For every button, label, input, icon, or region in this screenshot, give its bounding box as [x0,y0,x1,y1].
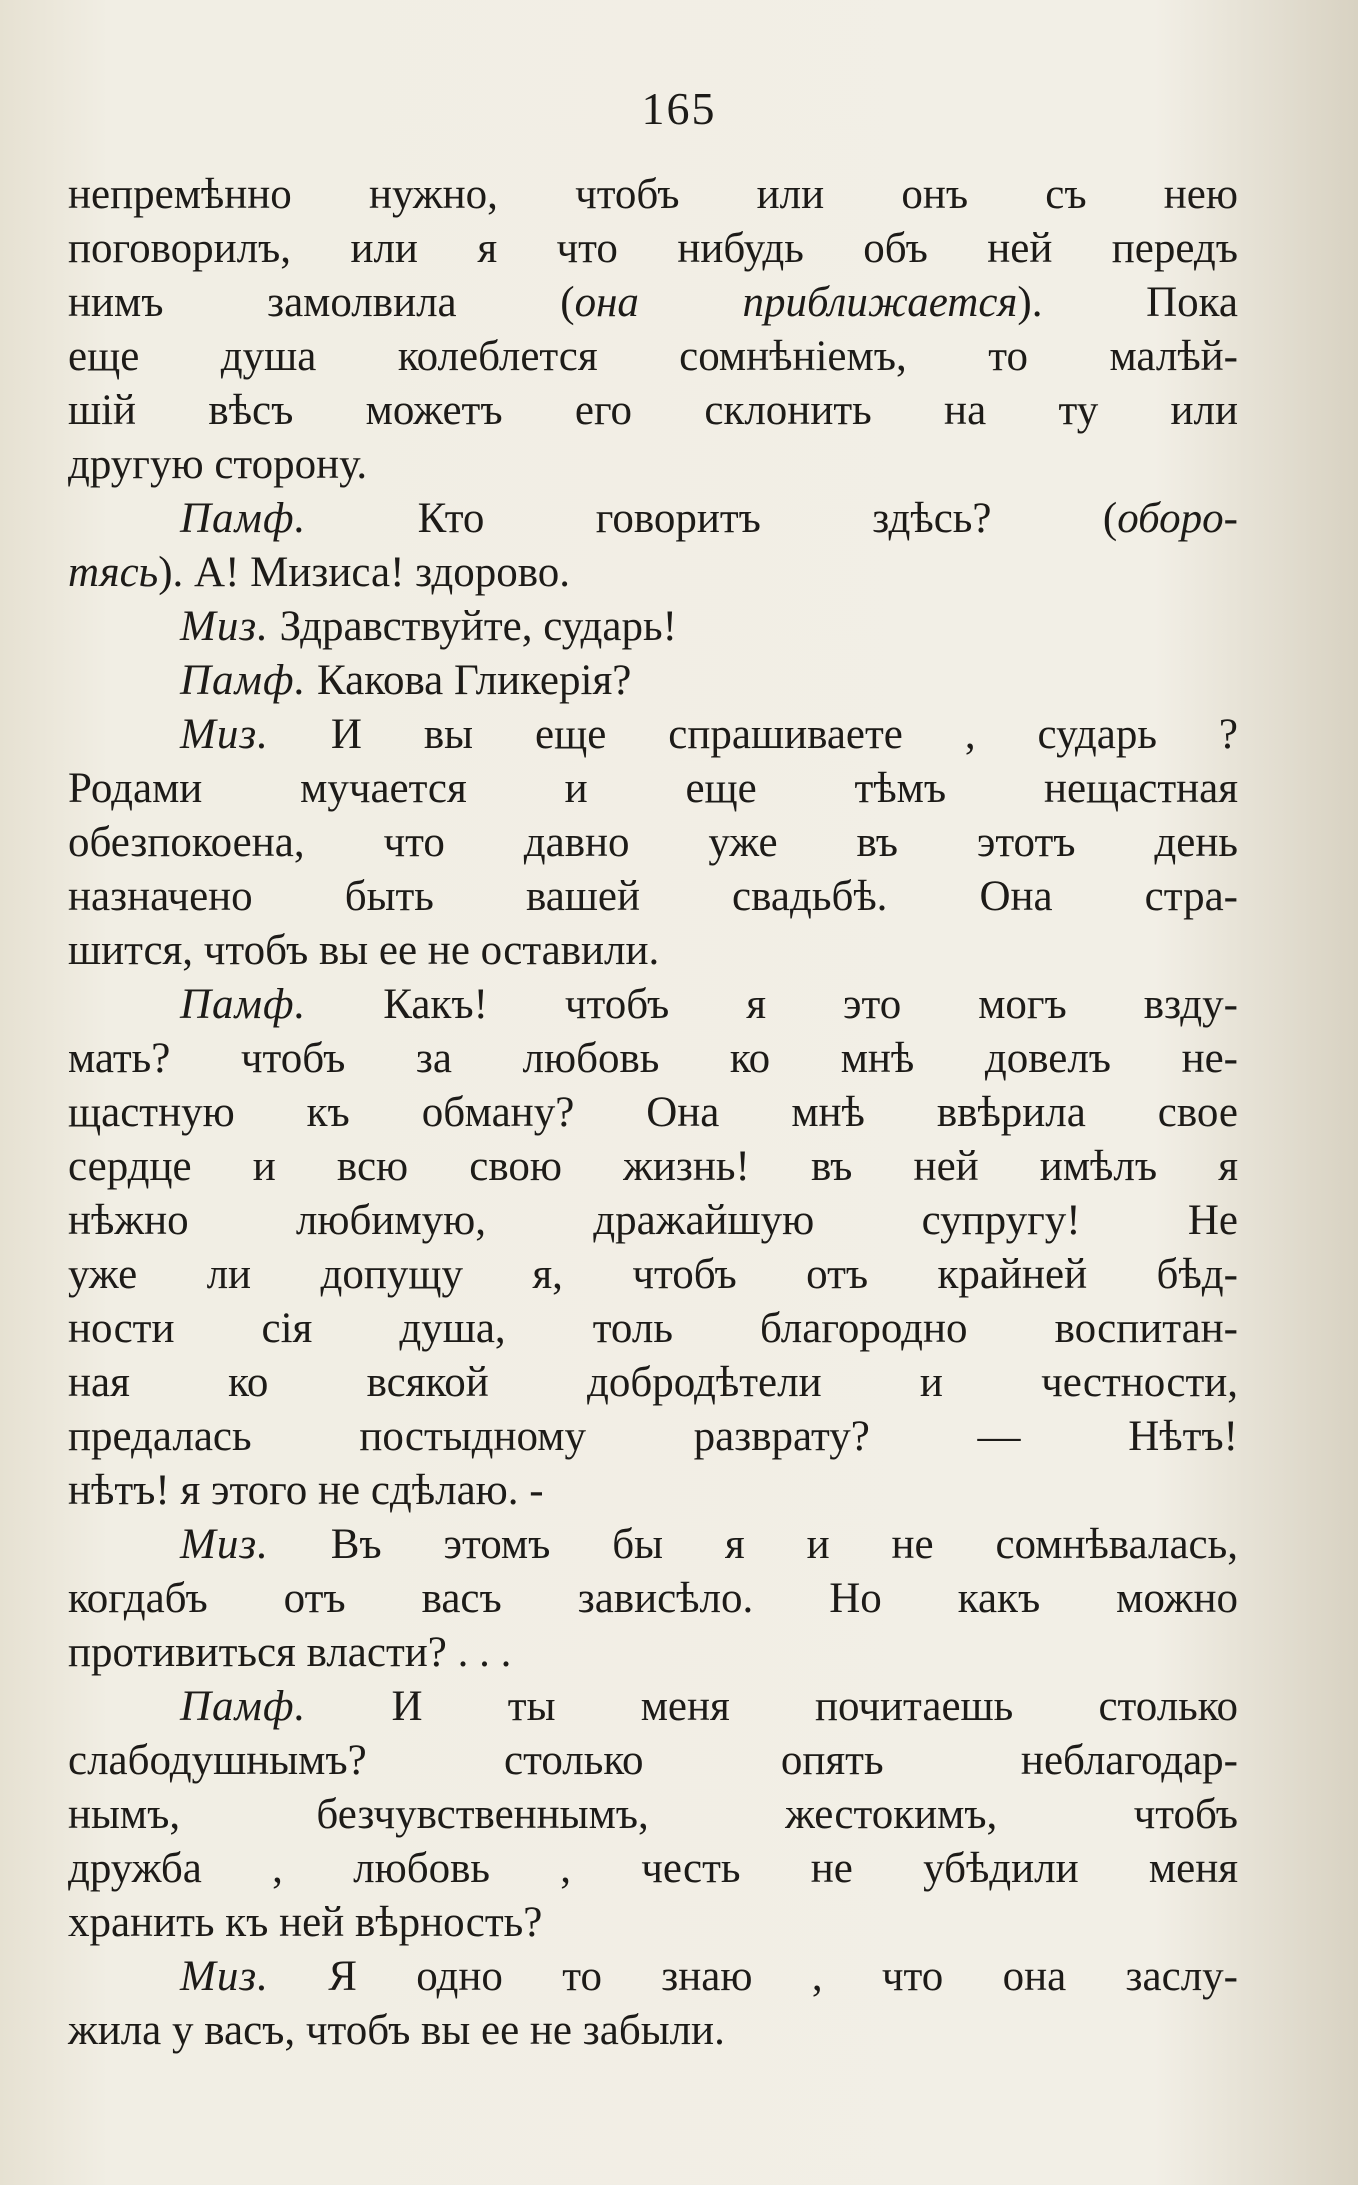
text-line [68,1032,1238,1086]
text-line [68,1302,1238,1356]
text-run: другую сторону. [68,441,368,488]
text-run: Какъ! чтобъ я это могъ взду- [306,981,1238,1028]
text-line [68,1518,1238,1572]
text-line [68,708,1238,762]
text-run: ности сiя душа, толь благородно воспитан- [68,1305,1238,1352]
text-line [68,276,1238,330]
text-run: назначено быть вашей свадьбѣ. Она стра- [68,873,1238,920]
text-line [68,600,1238,654]
text-run: Кто говоритъ здѣсь? ( [306,495,1118,542]
text-run: нѣжно любимую, дражайшую супругу! Не [68,1197,1238,1244]
text-run: Здравствуйте, сударь! [268,603,677,650]
text-run: Какова Гликерiя? [306,657,632,704]
text-run: когдабъ отъ васъ зависѣло. Но какъ можно [68,1575,1238,1622]
text-line [68,168,1238,222]
text-run: Родами мучается и еще тѣмъ нещастная [68,765,1238,812]
text-run: предалась постыдному разврату? — Нѣтъ! [68,1413,1238,1460]
text-line [68,1788,1238,1842]
text-line [68,1194,1238,1248]
speaker-label: Памф. [180,657,307,704]
body-text [68,168,1238,2058]
speaker-label: Памф. [180,981,307,1028]
text-line [68,2004,1238,2058]
text-run: шiй вѣсъ можетъ его склонить на ту или [68,387,1238,434]
text-line [68,1572,1238,1626]
text-line [68,654,1238,708]
text-run: Въ этомъ бы я и не сомнѣвалась, [268,1521,1238,1568]
text-line [68,1950,1238,2004]
text-run: хранить къ ней вѣрность? [68,1899,543,1946]
text-run: обезпокоена, что давно уже въ этотъ день [68,819,1238,866]
text-run: щастную къ обману? Она мнѣ ввѣрила свое [68,1089,1238,1136]
text-run: сердце и всю свою жизнь! въ ней имѣлъ я [68,1143,1238,1190]
text-run: нѣтъ! я этого не сдѣлаю. - [68,1467,544,1514]
text-line [68,1410,1238,1464]
text-line [68,1680,1238,1734]
text-run: ). А! Мизиса! здорово. [158,549,571,596]
text-run: Я одно то знаю , что она заслу- [268,1953,1238,2000]
text-line [68,1248,1238,1302]
text-run: дружба , любовь , честь не убѣдили меня [68,1845,1238,1892]
text-line [68,1842,1238,1896]
text-line [68,870,1238,924]
text-run: противиться власти? . . . [68,1629,512,1676]
text-line [68,330,1238,384]
text-run: нимъ замолвила ( [68,279,575,326]
text-line [68,1140,1238,1194]
speaker-label: Памф. [180,1683,307,1730]
text-line [68,1734,1238,1788]
speaker-label: Миз. [180,603,269,650]
text-run: ). Пока [1017,279,1238,326]
text-line [68,762,1238,816]
stage-direction: оборо- [1117,495,1238,542]
text-line [68,222,1238,276]
page-number: 165 [641,83,717,134]
text-line [68,438,1238,492]
text-run: жила у васъ, чтобъ вы ее не забыли. [68,2007,725,2054]
text-line [68,978,1238,1032]
stage-direction: тясь [68,549,159,596]
text-run: нымъ, безчувственнымъ, жестокимъ, чтобъ [68,1791,1238,1838]
text-line [68,492,1238,546]
stage-direction: она приближается [574,279,1018,326]
text-run: еще душа колеблется сомнѣнiемъ, то малѣй- [68,333,1238,380]
speaker-label: Миз. [180,1953,269,2000]
text-line [68,1086,1238,1140]
text-run: И вы еще спрашиваете , сударь ? [268,711,1238,758]
text-run: слабодушнымъ? столько опять неблагодар- [68,1737,1238,1784]
speaker-label: Миз. [180,711,269,758]
text-line [68,924,1238,978]
speaker-label: Миз. [180,1521,269,1568]
text-line [68,1464,1238,1518]
text-line [68,1896,1238,1950]
text-line [68,384,1238,438]
text-run: уже ли допущу я, чтобъ отъ крайней бѣд- [68,1251,1238,1298]
text-run: ная ко всякой добродѣтели и честности, [68,1359,1238,1406]
text-run: поговорилъ, или я что нибудь объ ней передъ [68,225,1238,272]
text-line [68,1626,1238,1680]
speaker-label: Памф. [180,495,307,542]
text-run: непремѣнно нужно, чтобъ или онъ съ нею [68,171,1238,218]
text-line [68,1356,1238,1410]
text-run: И ты меня почитаешь столько [306,1683,1238,1730]
text-run: шится, чтобъ вы ее не оставили. [68,927,660,974]
text-line [68,816,1238,870]
text-run: мать? чтобъ за любовь ко мнѣ довелъ не- [68,1035,1238,1082]
text-line [68,546,1238,600]
